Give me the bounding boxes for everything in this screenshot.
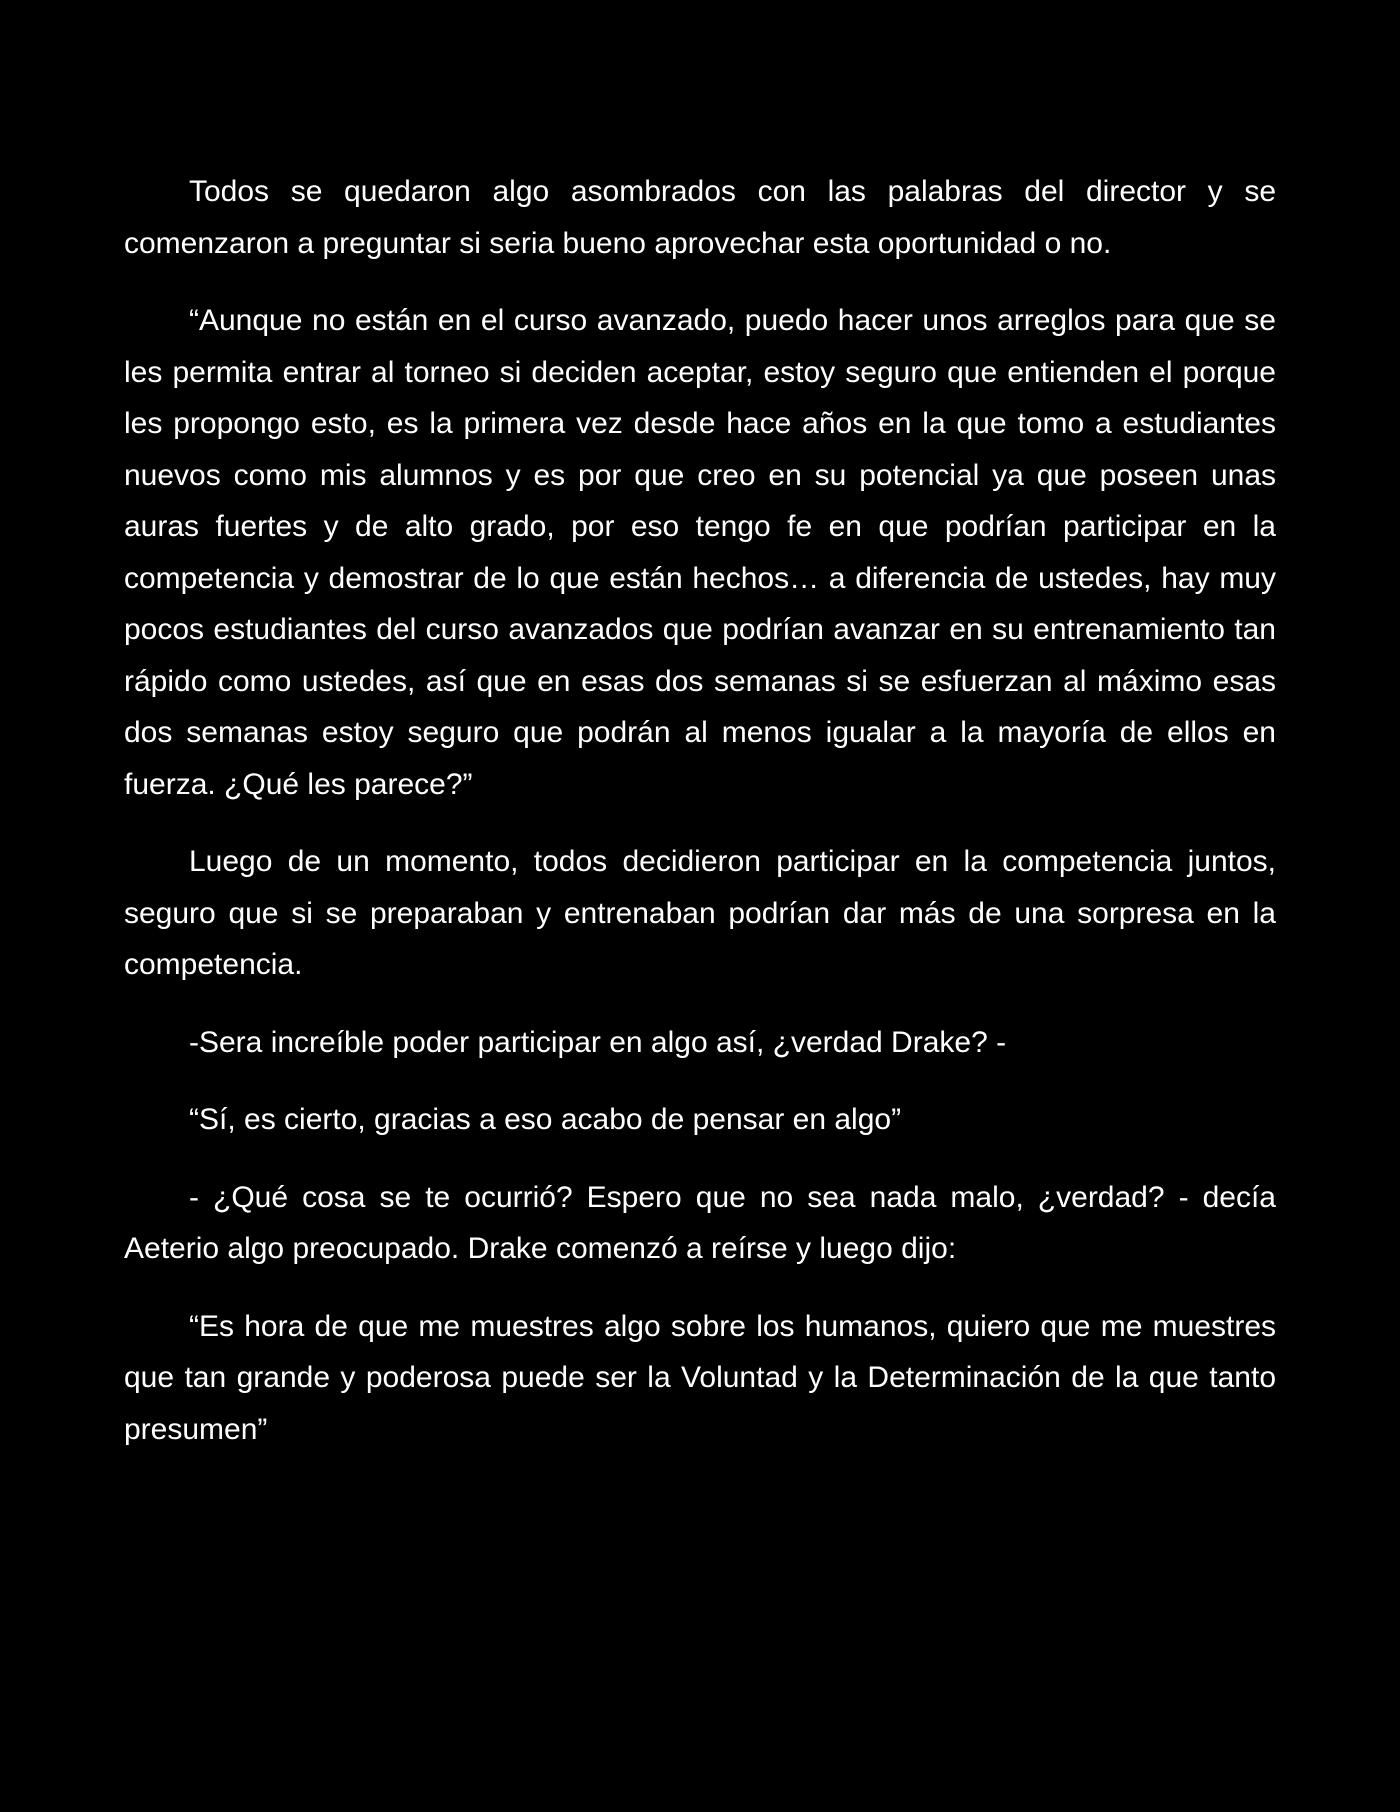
paragraph-6: - ¿Qué cosa se te ocurrió? Espero que no sea nada malo, ¿verdad? - decía Aeterio algo preocupado. Drake comenzó a reírse y luego dijo: <box>124 1180 1276 1265</box>
paragraph-1: Todos se quedaron algo asombrados con las palabras del director y se comenzaron a preguntar si seria bueno aprovechar esta oportunidad o no. <box>124 175 1276 260</box>
paragraph-7: “Es hora de que me muestres algo sobre los humanos, quiero que me muestres que tan grande y poderosa puede ser la Voluntad y la Determinación de la que tanto presumen” <box>124 1309 1276 1446</box>
paragraph-5: “Sí, es cierto, gracias a eso acabo de pensar en algo” <box>189 1103 902 1136</box>
paragraph-4: -Sera increíble poder participar en algo así, ¿verdad Drake? - <box>189 1025 1007 1059</box>
paragraph-3: Luego de un momento, todos decidieron participar en la competencia juntos, seguro que si se preparaban y entrenaban podrían dar más de una sorpresa en la competencia. <box>124 845 1276 981</box>
paragraph-2: “Aunque no están en el curso avanzado, puedo hacer unos arreglos para que se les permita entrar al torneo si deciden aceptar, estoy seguro que entienden el porque les propongo esto, es la primera vez desde hace años en la que tomo a estudiantes nuevos como mis alumnos y es por que creo en su potencial ya que poseen unas auras fuertes y de alto grado, por eso tengo fe en que podrían participar en la competencia y demostrar de lo que están hechos… a diferencia de ustedes, hay muy pocos estudiantes del curso avanzados que podrían avanzar en su entrenamiento tan rápido como ustedes, así que en esas dos semanas si se esfuerzan al máximo esas dos semanas estoy seguro que podrán al menos igualar a la mayoría de ellos en fuerza. ¿Qué les parece?” <box>124 304 1276 801</box>
document-page <box>124 166 1276 1481</box>
